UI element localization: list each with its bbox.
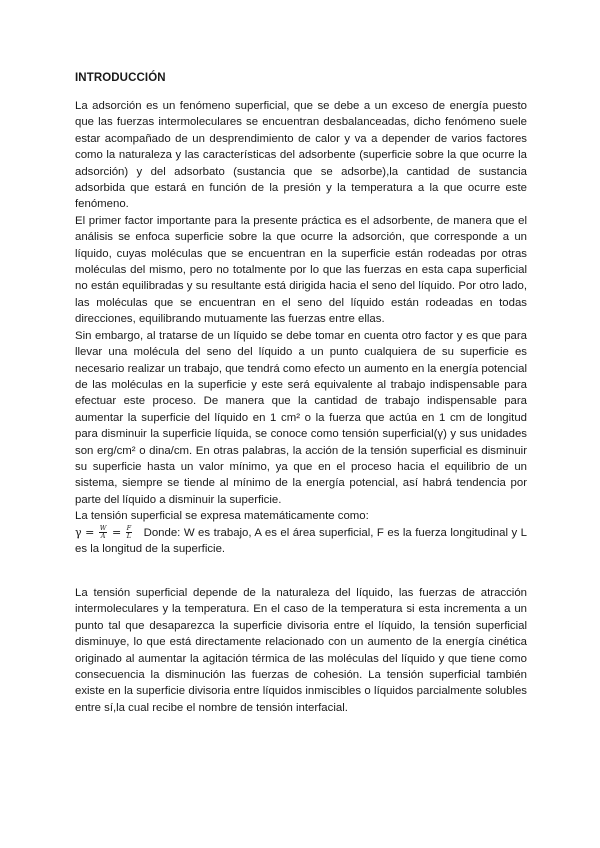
formula-description: Donde: W es trabajo, A es el área superficial, F es la fuerza longitudinal y L es la longitud de la superficie. bbox=[75, 526, 527, 555]
temperature-body bbox=[75, 585, 527, 716]
formula-w-numerator: W bbox=[99, 524, 107, 533]
paragraph-formula-intro: La tensión superficial se expresa matemáticamente como: bbox=[75, 510, 369, 523]
introduction-body bbox=[75, 98, 527, 557]
formula-fraction-f-l bbox=[126, 525, 133, 540]
formula-gamma: γ bbox=[75, 525, 82, 539]
paragraph-adsorbent: El primer factor importante para la presente práctica es el adsorbente, de manera que el análisis se enfoca superficie sobre la que ocurre la adsorción, que corresponde a un líquido, cuyas moléculas que se encuentran en la superficie están rodeadas por otras moléculas del mismo, pero no totalmente por lo que las fuerzas en esta capa superficial no están equilibradas y su resultante está dirigida hacia el seno del líquido. Por otro lado, las moléculas que se encuentran en el seno del líquido están rodeadas en todas direcciones, equilibrando mutuamente las fuerzas entre ellas. bbox=[75, 214, 527, 326]
formula-a-denominator: A bbox=[100, 532, 106, 541]
formula-equals-1: = bbox=[85, 525, 95, 539]
formula-equals-2: = bbox=[111, 525, 122, 539]
formula-fraction-w-a bbox=[99, 525, 108, 540]
formula-f-numerator: F bbox=[126, 524, 132, 533]
paragraph-temperature: La tensión superficial depende de la naturaleza del líquido, las fuerzas de atracción intermoleculares y la temperatura. En el caso de la temperatura si esta incrementa a un punto tal que desaparezca la superficie divisoria entre el líquido, la tensión superficial disminuye, lo que está directamente relacionado con un aumento de la energía cinética originado al aumentar la agitación térmica de las moléculas del líquido y que tiene como consecuencia la disminución las fuerzas de cohesión. La tensión superficial también existe en la superficie divisoria entre líquidos inmiscibles o líquidos parcialmente solubles entre sí,la cual recibe el nombre de tensión interfacial. bbox=[75, 587, 527, 714]
formula-l-denominator: L bbox=[126, 532, 132, 541]
section-heading: INTRODUCCIÓN bbox=[75, 72, 166, 84]
paragraph-adsorption: La adsorción es un fenómeno superficial, que se debe a un exceso de energía puesto que las fuerzas intermoleculares se encuentran desbalanceadas, dicho fenómeno suele estar acompañado de un desprendimiento de calor y va a depender de varios factores como la naturaleza y las características del adsorbente (superficie sobre la que ocurre la adsorción) y del adsorbato (sustancia que se adsorbe),la cantidad de sustancia adsorbida que estará en función de la presión y la temperatura a la que ocurre este fenómeno. bbox=[75, 100, 527, 211]
formula-line bbox=[75, 525, 527, 558]
paragraph-surface-tension: Sin embargo, al tratarse de un líquido se debe tomar en cuenta otro factor y es que para llevar una molécula del seno del líquido a un punto cualquiera de su superficie es necesario realizar un trabajo, que tendrá como efecto un aumento en la energía potencial de las moléculas en la superficie y este será equivalente al trabajo indispensable para efectuar este proceso. De manera que la cantidad de trabajo indispensable para aumentar la superficie del líquido en 1 cm² o la fuerza que actúa en 1 cm de longitud para disminuir la superficie líquida, se conoce como tensión superficial(γ) y sus unidades son erg/cm² o dina/cm. En otras palabras, la acción de la tensión superficial es disminuir su superficie hasta un valor mínimo, ya que en el proceso hacia el equilibrio de un sistema, siempre se tiende al mínimo de la energía potencial, así habrá tendencia por parte del líquido a disminuir la superficie. bbox=[75, 329, 527, 506]
